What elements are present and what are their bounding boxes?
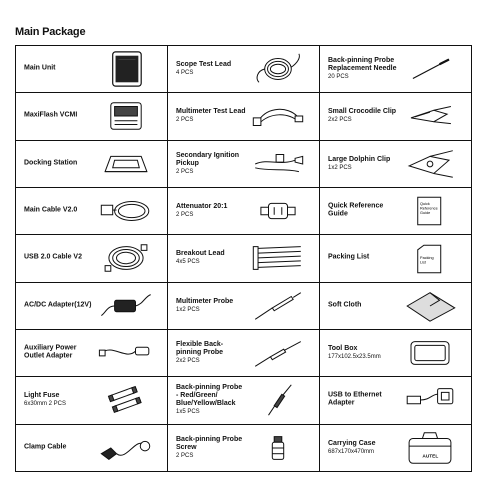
item-name: Tool Box: [328, 345, 358, 353]
usb-ethernet-icon: [397, 381, 463, 419]
probe-screw-icon: [245, 429, 311, 467]
item-name: Docking Station: [24, 159, 78, 167]
package-item: [320, 188, 472, 235]
item-name: Flexible Back-pinning Probe: [176, 341, 224, 357]
package-item: [168, 46, 320, 93]
item-qty: 2x2 PCS: [328, 117, 352, 124]
item-qty: 177x102.5x23.5mm: [328, 354, 381, 361]
guide-text-line: Quick: [420, 202, 430, 207]
ignition-pickup-icon: [245, 145, 311, 183]
item-name: Multimeter Test Lead: [176, 108, 246, 116]
item-name: Clamp Cable: [24, 443, 67, 451]
attenuator-icon: [245, 192, 311, 230]
item-qty: 2 PCS: [176, 452, 194, 459]
main-cable-icon: [93, 192, 159, 230]
dolphin-clip-icon: [397, 145, 463, 183]
package-item: [16, 46, 168, 93]
item-name: Packing List: [328, 253, 370, 261]
item-name: Quick Reference Guide: [328, 202, 384, 218]
multimeter-probe-icon: [245, 287, 311, 325]
package-item: [320, 425, 472, 472]
item-qty: 1x2 PCS: [176, 306, 200, 313]
item-qty: 2 PCS: [176, 212, 194, 219]
clamp-cable-icon: [93, 429, 159, 467]
package-item: [16, 235, 168, 282]
needle-icon: [397, 50, 463, 88]
item-name: Scope Test Lead: [176, 61, 232, 69]
breakout-lead-icon: [245, 239, 311, 277]
item-name: USB 2.0 Cable V2: [24, 253, 82, 261]
item-name: Soft Cloth: [328, 301, 362, 309]
item-name: Main Cable V2.0: [24, 206, 78, 214]
item-qty: 2x2 PCS: [176, 358, 200, 365]
package-item: [320, 235, 472, 282]
cloth-icon: [397, 287, 463, 325]
flexible-probe-icon: [245, 334, 311, 372]
tablet-icon: [93, 50, 159, 88]
package-item: [168, 377, 320, 424]
package-item: [16, 425, 168, 472]
package-item: [320, 330, 472, 377]
package-item: [16, 93, 168, 140]
item-qty: 2 PCS: [176, 168, 194, 175]
package-item: [168, 235, 320, 282]
item-qty: 2 PCS: [176, 117, 194, 124]
packing-list-text-line: Packing: [420, 255, 434, 260]
item-qty: 687x170x470mm: [328, 448, 375, 455]
test-lead-icon: [245, 97, 311, 135]
item-name: Back-pinning Probe Replacement Needle: [328, 57, 397, 73]
package-item: [168, 93, 320, 140]
back-pinning-probe-icon: [245, 381, 311, 419]
item-name: Auxiliary Power Outlet Adapter: [24, 344, 77, 360]
item-name: Carrying Case: [328, 439, 376, 447]
guide-text-line: Reference: [420, 206, 438, 211]
package-grid: [15, 45, 472, 472]
item-name: Small Crocodile Clip: [328, 108, 397, 116]
crocodile-clip-icon: [397, 97, 463, 135]
item-qty: 1x5 PCS: [176, 409, 200, 416]
item-name: Multimeter Probe: [176, 297, 234, 305]
package-item: [320, 46, 472, 93]
docking-station-icon: [93, 145, 159, 183]
guide-icon: [397, 192, 463, 230]
guide-text-line: Guide: [420, 211, 431, 216]
package-item: [16, 283, 168, 330]
package-item: [16, 377, 168, 424]
package-item: [320, 283, 472, 330]
item-qty: 4x5 PCS: [176, 259, 200, 266]
item-qty: 6x30mm 2 PCS: [24, 401, 67, 408]
item-name: Back-pinning Probe Screw: [176, 435, 243, 451]
package-item: [320, 377, 472, 424]
item-name: Attenuator 20:1: [176, 203, 228, 211]
item-name: Secondary Ignition Pickup: [176, 151, 240, 167]
item-qty: 20 PCS: [328, 74, 349, 81]
item-name: Breakout Lead: [176, 250, 225, 258]
package-item: [168, 330, 320, 377]
packing-list-icon: [397, 239, 463, 277]
power-adapter-icon: [93, 287, 159, 325]
coiled-cable-icon: [245, 50, 311, 88]
item-name: USB to Ethernet Adapter: [328, 391, 382, 407]
package-item: [320, 141, 472, 188]
item-name: AC/DC Adapter(12V): [24, 301, 92, 309]
item-name: MaxiFlash VCMI: [24, 111, 78, 119]
item-qty: 1x2 PCS: [328, 164, 352, 171]
package-item: [320, 93, 472, 140]
package-item: [168, 141, 320, 188]
package-item: [16, 141, 168, 188]
package-item: [16, 188, 168, 235]
package-item: [168, 188, 320, 235]
packing-list-text-line: List: [420, 260, 427, 265]
item-qty: 4 PCS: [176, 70, 194, 77]
package-item: [168, 425, 320, 472]
item-name: Back-pinning Probe - Red/Green/ Blue/Yellow/Black: [176, 384, 243, 408]
package-item: [16, 330, 168, 377]
outlet-adapter-icon: [93, 334, 159, 372]
vcmi-device-icon: [93, 97, 159, 135]
package-item: [168, 283, 320, 330]
fuse-icon: [93, 381, 159, 419]
item-name: Light Fuse: [24, 392, 60, 400]
carrying-case-icon: [397, 429, 463, 467]
item-name: Main Unit: [24, 64, 56, 72]
brand-logo-text: AUTEL: [422, 454, 439, 460]
tool-box-icon: [397, 334, 463, 372]
page-title: Main Package: [15, 26, 86, 38]
item-name: Large Dolphin Clip: [328, 155, 391, 163]
usb-cable-icon: [93, 239, 159, 277]
